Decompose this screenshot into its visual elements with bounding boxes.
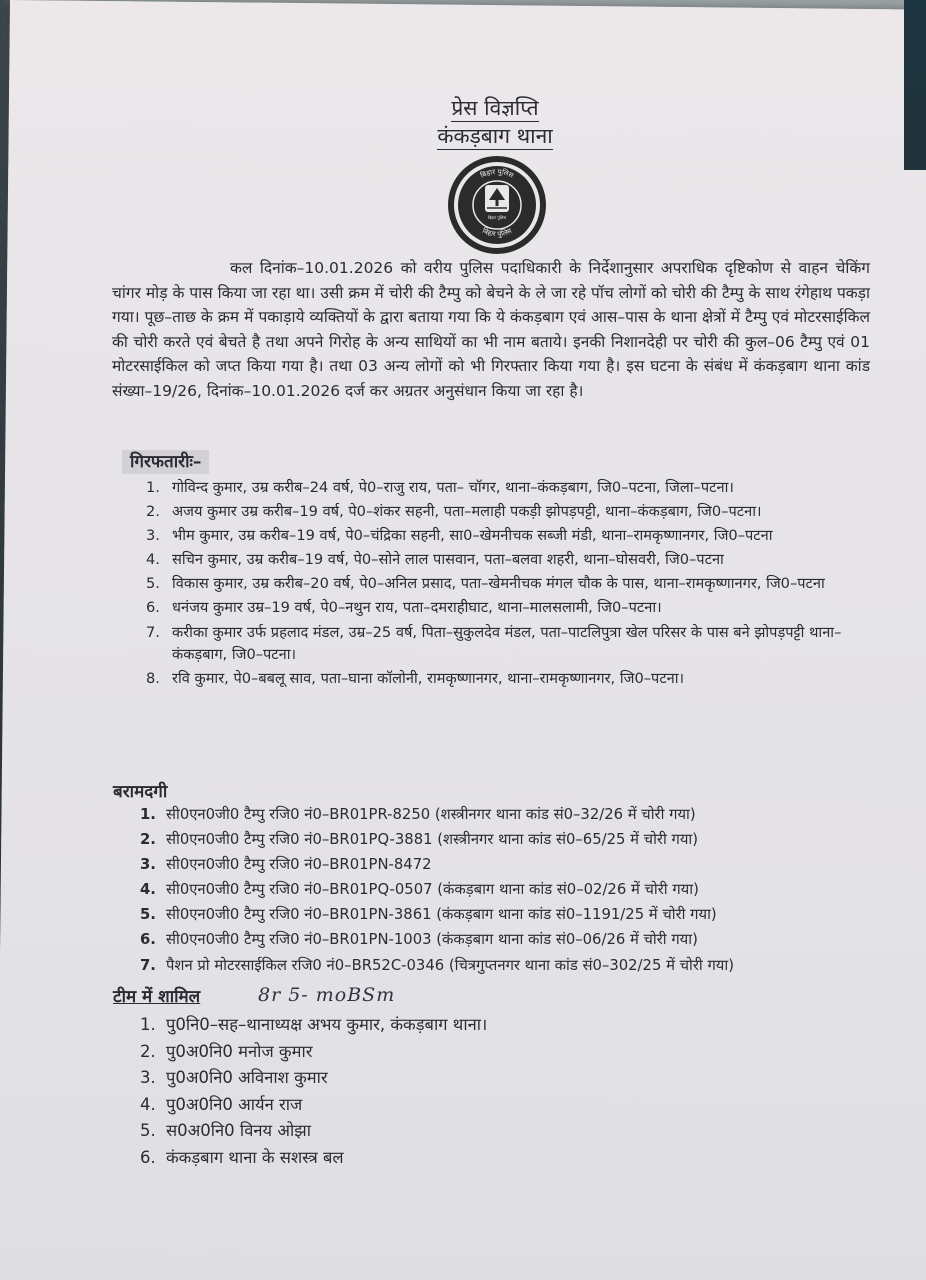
item-number: 5.	[146, 575, 160, 593]
arrests-heading: गिरफतारीः–	[122, 450, 209, 474]
recovery-heading: बरामदगी	[113, 782, 168, 802]
list-item	[140, 852, 860, 877]
list-item	[140, 927, 860, 952]
list-item	[146, 573, 874, 596]
item-number: 5.	[140, 906, 156, 924]
item-text: विकास कुमार, उम्र करीब–20 वर्ष, पे0–अनिल प्रसाद, पता–खेमनीचक मंगल चौक के पास, थाना–रामकृष्णानगर, जि0–पटना	[172, 575, 825, 593]
item-number: 8.	[146, 670, 160, 688]
list-item	[140, 953, 860, 978]
page-subtitle-text: कंकड़बाग थाना	[437, 124, 553, 148]
item-text: अजय कुमार उम्र करीब–19 वर्ष, पे0–शंकर सहनी, पता–मलाही पकड़ी झोपड़पट्टी, थाना–कंकड़बाग, जि0–पटना।	[172, 503, 762, 521]
item-number: 6.	[146, 599, 160, 617]
page-subtitle	[0, 123, 926, 149]
bihar-police-emblem-icon	[442, 155, 552, 255]
list-item	[140, 1065, 740, 1092]
item-text: पु0अ0नि0 आर्यन राज	[166, 1094, 303, 1114]
item-text: करीका कुमार उर्फ प्रहलाद मंडल, उम्र–25 वर्ष, पिता–सुकुलदेव मंडल, पता–पाटलिपुत्रा खेल परिसर के पास बने झोपड़पट्टी थाना–कंकड़बाग, जि0–पटना।	[172, 623, 842, 664]
list-item	[140, 802, 860, 827]
item-text: सी0एन0जी0 टैम्पु रजि0 नं0–BR01PQ-3881 (शस्त्रीनगर थाना कांड सं0–65/25 में चोरी गया)	[166, 831, 699, 849]
item-text: सी0एन0जी0 टैम्पु रजि0 नं0–BR01PN-8472	[166, 856, 432, 874]
list-item	[140, 1039, 740, 1066]
recovery-list	[140, 802, 860, 978]
list-item	[146, 622, 874, 667]
list-item	[140, 902, 860, 927]
list-item	[140, 877, 860, 902]
list-item	[140, 1145, 740, 1172]
item-number: 3.	[140, 1068, 156, 1088]
item-text: पु0अ0नि0 अविनाश कुमार	[166, 1068, 328, 1088]
list-item	[146, 549, 874, 572]
list-item	[146, 501, 874, 524]
item-number: 4.	[140, 1094, 156, 1114]
item-number: 6.	[140, 1147, 156, 1167]
item-number: 2.	[140, 1041, 156, 1061]
item-text: पु0नि0–सह–थानाध्यक्ष अभय कुमार, कंकड़बाग थाना।	[166, 1015, 488, 1034]
item-number: 4.	[140, 881, 156, 899]
item-number: 7.	[146, 623, 160, 641]
list-item	[140, 1118, 740, 1145]
team-heading: टीम में शामिल	[113, 987, 201, 1007]
press-release-paragraph: कल दिनांक–10.01.2026 को वरीय पुलिस पदाधिकारी के निर्देशानुसार अपराधिक दृष्टिकोण से वाहन चेकिंग चांगर मोड़ के पास किया जा रहा था। उसी क्रम में चोरी की टैम्पु को बेचने के ले जा रहे पॉच लोगों को चोरी की टैम्पु के साथ रंगेहाथ पकड़ा गया। पूछ–ताछ के क्रम में पकाड़ाये व्यक्तियों के द्वारा बताया गया कि ये कंकड़बाग एवं आस–पास के थाना क्षेत्रों में टैम्पु एवं मोटरसाईकिल की चोरी करते एवं बेचते है तथा अपने गिरोह के अन्य साथियों का भी नाम बताये। इनकी निशानदेही पर चोरी की कुल–06 टैम्पु एवं 01 मोटरसाईकिल को जप्त किया गया है। तथा 03 अन्य लोगों को भी गिरफ्तार किया गया है। इस घटना के संबंध में कंकड़बाग थाना कांड संख्या–19/26, दिनांक–10.01.2026 दर्ज कर अग्रतर अनुसंधान किया जा रहा है।	[112, 259, 870, 400]
item-number: 1.	[146, 479, 160, 496]
list-item	[146, 477, 874, 500]
item-text: धनंजय कुमार उम्र–19 वर्ष, पे0–नथुन राय, पता–दमराहीघाट, थाना–मालसलामी, जि0–पटना।	[172, 599, 662, 617]
item-number: 1.	[140, 806, 156, 823]
page-title-text: प्रेस विज्ञप्ति	[451, 96, 539, 120]
handwritten-note: 8r 5- moBSm	[258, 984, 396, 1006]
list-item	[140, 1012, 740, 1039]
emblem-bottom-text: बिहार पुलिस	[480, 226, 514, 239]
list-item	[146, 668, 874, 691]
item-number: 4.	[146, 551, 160, 569]
item-text: सचिन कुमार, उम्र करीब–19 वर्ष, पे0–सोने लाल पासवान, पता–बलवा शहरी, थाना–घोसवरी, जि0–पटना	[172, 551, 724, 569]
emblem-inner-text: बिहार पुलिस	[487, 215, 507, 220]
item-text: गोविन्द कुमार, उम्र करीब–24 वर्ष, पे0–राजु राय, पता– चॉगर, थाना–कंकड़बाग, जि0–पटना, जिला–पटना।	[172, 479, 734, 496]
list-item	[146, 597, 874, 620]
item-number: 6.	[140, 931, 156, 949]
item-number: 3.	[140, 856, 156, 874]
item-text: पु0अ0नि0 मनोज कुमार	[166, 1041, 313, 1061]
item-text: सी0एन0जी0 टैम्पु रजि0 नं0–BR01PN-1003 (कंकड़बाग थाना कांड सं0–06/26 में चोरी गया)	[166, 931, 698, 949]
emblem-top-text: बिहार पुलिस	[479, 167, 515, 180]
item-text: सी0एन0जी0 टैम्पु रजि0 नं0–BR01PQ-0507 (कंकड़बाग थाना कांड सं0–02/26 में चोरी गया)	[166, 881, 699, 899]
page-title	[0, 95, 926, 121]
list-item	[146, 525, 874, 548]
item-number: 1.	[140, 1015, 156, 1034]
item-text: स0अ0नि0 विनय ओझा	[166, 1121, 311, 1141]
arrests-list	[146, 477, 874, 692]
item-number: 2.	[146, 503, 160, 521]
item-text: कंकड़बाग थाना के सशस्त्र बल	[166, 1147, 344, 1167]
item-text: भीम कुमार, उम्र करीब–19 वर्ष, पे0–चंद्रिका सहनी, सा0–खेमनीचक सब्जी मंडी, थाना–रामकृष्णानगर, जि0–पटना	[172, 527, 773, 545]
item-number: 3.	[146, 527, 160, 545]
list-item	[140, 1092, 740, 1119]
item-number: 2.	[140, 831, 156, 849]
item-text: सी0एन0जी0 टैम्पु रजि0 नं0–BR01PN-3861 (कंकड़बाग थाना कांड सं0–1191/25 में चोरी गया)	[166, 906, 717, 924]
team-list	[140, 1012, 740, 1172]
list-item	[140, 827, 860, 852]
item-number: 7.	[140, 956, 156, 974]
item-text: पैशन प्रो मोटरसाईकिल रजि0 नं0–BR52C-0346 (चित्रगुप्तनगर थाना कांड सं0–302/25 में चोरी गया)	[166, 956, 734, 974]
item-number: 5.	[140, 1121, 156, 1141]
item-text: सी0एन0जी0 टैम्पु रजि0 नं0–BR01PR-8250 (शस्त्रीनगर थाना कांड सं0–32/26 में चोरी गया)	[166, 806, 696, 823]
item-text: रवि कुमार, पे0–बबलू साव, पता–घाना कॉलोनी, रामकृष्णानगर, थाना–रामकृष्णानगर, जि0–पटना।	[172, 670, 685, 688]
